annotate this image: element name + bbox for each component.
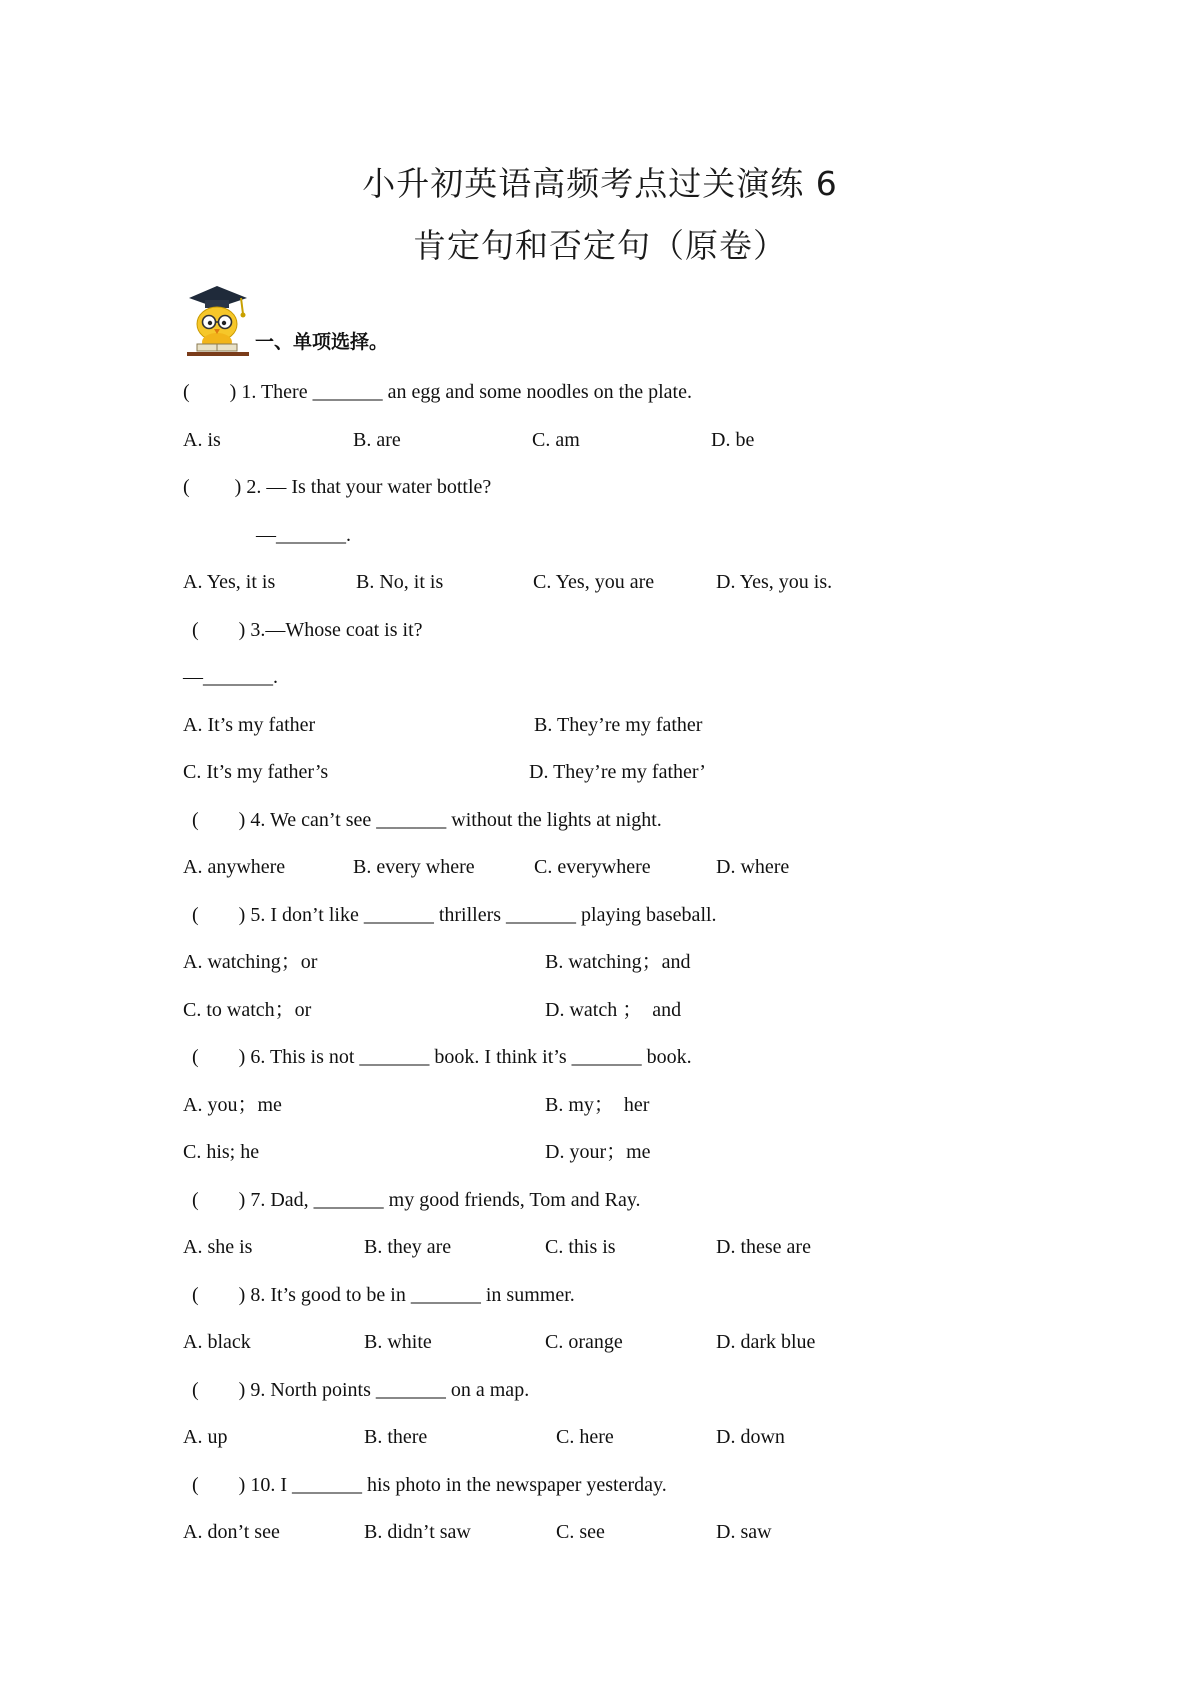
- question-8-option-c[interactable]: C. orange: [545, 1331, 623, 1353]
- question-5-option-c[interactable]: C. to watch；or: [183, 999, 312, 1021]
- question-6-stem: ( ) 6. This is not _______ book. I think it’s _______ book.: [192, 1046, 692, 1068]
- question-5-stem: ( ) 5. I don’t like _______ thrillers _______ playing baseball.: [192, 904, 717, 926]
- question-6-option-a[interactable]: A. you；me: [183, 1094, 282, 1116]
- question-6-option-b[interactable]: B. my； her: [545, 1094, 650, 1116]
- question-3-option-c[interactable]: C. It’s my father’s: [183, 761, 329, 783]
- question-8-option-d[interactable]: D. dark blue: [716, 1331, 816, 1353]
- question-7-option-d[interactable]: D. these are: [716, 1236, 811, 1258]
- question-10-option-d[interactable]: D. saw: [716, 1521, 772, 1543]
- question-3-stem: ( ) 3.—Whose coat is it?: [192, 619, 423, 641]
- question-9-option-b[interactable]: B. there: [364, 1426, 428, 1448]
- question-6-option-c[interactable]: C. his; he: [183, 1141, 260, 1163]
- question-9-option-d[interactable]: D. down: [716, 1426, 785, 1448]
- question-4-stem: ( ) 4. We can’t see _______ without the lights at night.: [192, 809, 662, 831]
- question-5-option-a[interactable]: A. watching；or: [183, 951, 318, 973]
- question-5-option-d[interactable]: D. watch ； and: [545, 999, 682, 1021]
- question-1-option-c[interactable]: C. am: [532, 429, 580, 451]
- question-4-option-d[interactable]: D. where: [716, 856, 790, 878]
- question-7-option-c[interactable]: C. this is: [545, 1236, 616, 1258]
- question-8-stem: ( ) 8. It’s good to be in _______ in summer.: [192, 1284, 575, 1306]
- owl-graduate-icon: [183, 280, 253, 358]
- question-2-option-d[interactable]: D. Yes, you is.: [716, 571, 833, 593]
- question-4-option-b[interactable]: B. every where: [353, 856, 475, 878]
- question-3-option-d[interactable]: D. They’re my father’: [529, 761, 706, 783]
- page-subtitle: 肯定句和否定句（原卷）: [413, 226, 787, 265]
- question-6-option-d[interactable]: D. your；me: [545, 1141, 651, 1163]
- question-5-option-b[interactable]: B. watching；and: [545, 951, 691, 973]
- question-7-option-a[interactable]: A. she is: [183, 1236, 253, 1258]
- question-10-option-c[interactable]: C. see: [556, 1521, 605, 1543]
- question-9-stem: ( ) 9. North points _______ on a map.: [192, 1379, 530, 1401]
- question-10-stem: ( ) 10. I _______ his photo in the newspaper yesterday.: [192, 1474, 667, 1496]
- question-1-stem: ( ) 1. There _______ an egg and some noodles on the plate.: [183, 381, 692, 403]
- question-9-option-c[interactable]: C. here: [556, 1426, 614, 1448]
- section-header: [183, 280, 388, 358]
- question-8-option-a[interactable]: A. black: [183, 1331, 251, 1353]
- question-1-option-d[interactable]: D. be: [711, 429, 755, 451]
- page-title: 小升初英语高频考点过关演练 6: [362, 164, 838, 203]
- question-2-option-c[interactable]: C. Yes, you are: [533, 571, 655, 593]
- question-7-stem: ( ) 7. Dad, _______ my good friends, Tom and Ray.: [192, 1189, 641, 1211]
- question-10-option-a[interactable]: A. don’t see: [183, 1521, 280, 1543]
- question-8-option-b[interactable]: B. white: [364, 1331, 432, 1353]
- question-10-option-b[interactable]: B. didn’t saw: [364, 1521, 471, 1543]
- question-2-answer-line: —_______.: [256, 524, 351, 546]
- question-4-option-a[interactable]: A. anywhere: [183, 856, 286, 878]
- question-2-option-a[interactable]: A. Yes, it is: [183, 571, 276, 593]
- question-1-option-b[interactable]: B. are: [353, 429, 401, 451]
- question-9-option-a[interactable]: A. up: [183, 1426, 228, 1448]
- question-3-option-b[interactable]: B. They’re my father: [534, 714, 703, 736]
- question-7-option-b[interactable]: B. they are: [364, 1236, 452, 1258]
- question-3-answer-line: —_______.: [183, 666, 278, 688]
- question-2-option-b[interactable]: B. No, it is: [356, 571, 444, 593]
- question-3-option-a[interactable]: A. It’s my father: [183, 714, 316, 736]
- question-4-option-c[interactable]: C. everywhere: [534, 856, 651, 878]
- question-1-option-a[interactable]: A. is: [183, 429, 221, 451]
- question-2-stem: ( ) 2. — Is that your water bottle?: [183, 476, 492, 498]
- section-title: 一、单项选择。: [255, 331, 389, 353]
